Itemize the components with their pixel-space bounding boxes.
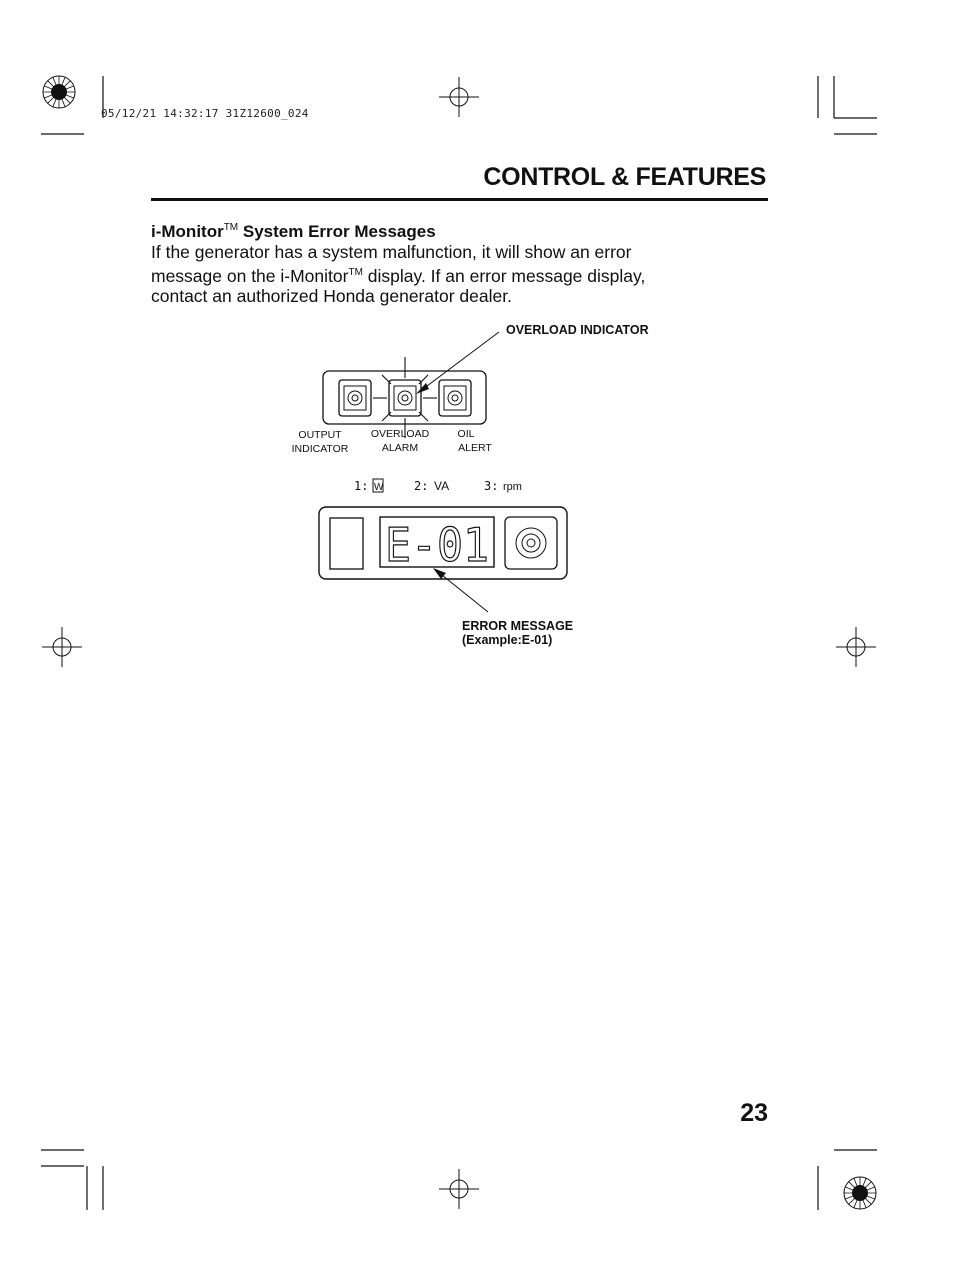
mode-3-unit: rpm: [503, 481, 522, 493]
mode-2-number: 2:: [414, 479, 429, 493]
callout-overload-indicator: OVERLOAD INDICATOR: [506, 323, 649, 337]
output-indicator-lamp: [339, 380, 371, 416]
trademark-mark: TM: [223, 222, 239, 233]
mode-indicator-window: [330, 518, 363, 569]
mode-button[interactable]: [505, 517, 557, 569]
intro-line: contact an authorized Honda generator dealer.: [151, 286, 512, 306]
lcd-error-code: E-01: [385, 518, 489, 572]
intro-line: If the generator has a system malfunction, it will show an error: [151, 242, 632, 262]
mode-3-number: 3:: [484, 479, 499, 493]
label-overload: OVERLOAD: [370, 428, 430, 440]
page-number: 23: [740, 1099, 768, 1127]
subheading-suffix: System Error Messages: [242, 222, 436, 241]
flash-rays-icon: [370, 357, 437, 440]
callout-error-example: (Example:E-01): [462, 633, 553, 647]
mode-1-unit: W: [374, 482, 384, 493]
label-output: OUTPUT: [298, 429, 342, 441]
print-timestamp: 05/12/21 14:32:17 31Z12600_024: [101, 107, 309, 120]
callout-error-message: ERROR MESSAGE: [462, 619, 574, 633]
trademark-mark: TM: [348, 266, 363, 278]
mode-selector-labels: [354, 479, 522, 493]
subheading-prefix: i-Monitor: [151, 222, 224, 241]
label-indicator: INDICATOR: [291, 443, 349, 455]
section-title: CONTROL & FEATURES: [483, 163, 766, 191]
label-oil: OIL: [457, 428, 475, 440]
intro-line: message on the i-Monitor™ display. If an error message display,: [151, 265, 646, 286]
mode-1-number: 1:: [354, 479, 369, 493]
oil-alert-lamp: [439, 380, 471, 416]
label-alarm: ALARM: [381, 442, 419, 454]
mode-2-unit: VA: [434, 479, 450, 493]
label-alert: ALERT: [458, 442, 492, 454]
overload-alarm-lamp: [389, 380, 421, 416]
